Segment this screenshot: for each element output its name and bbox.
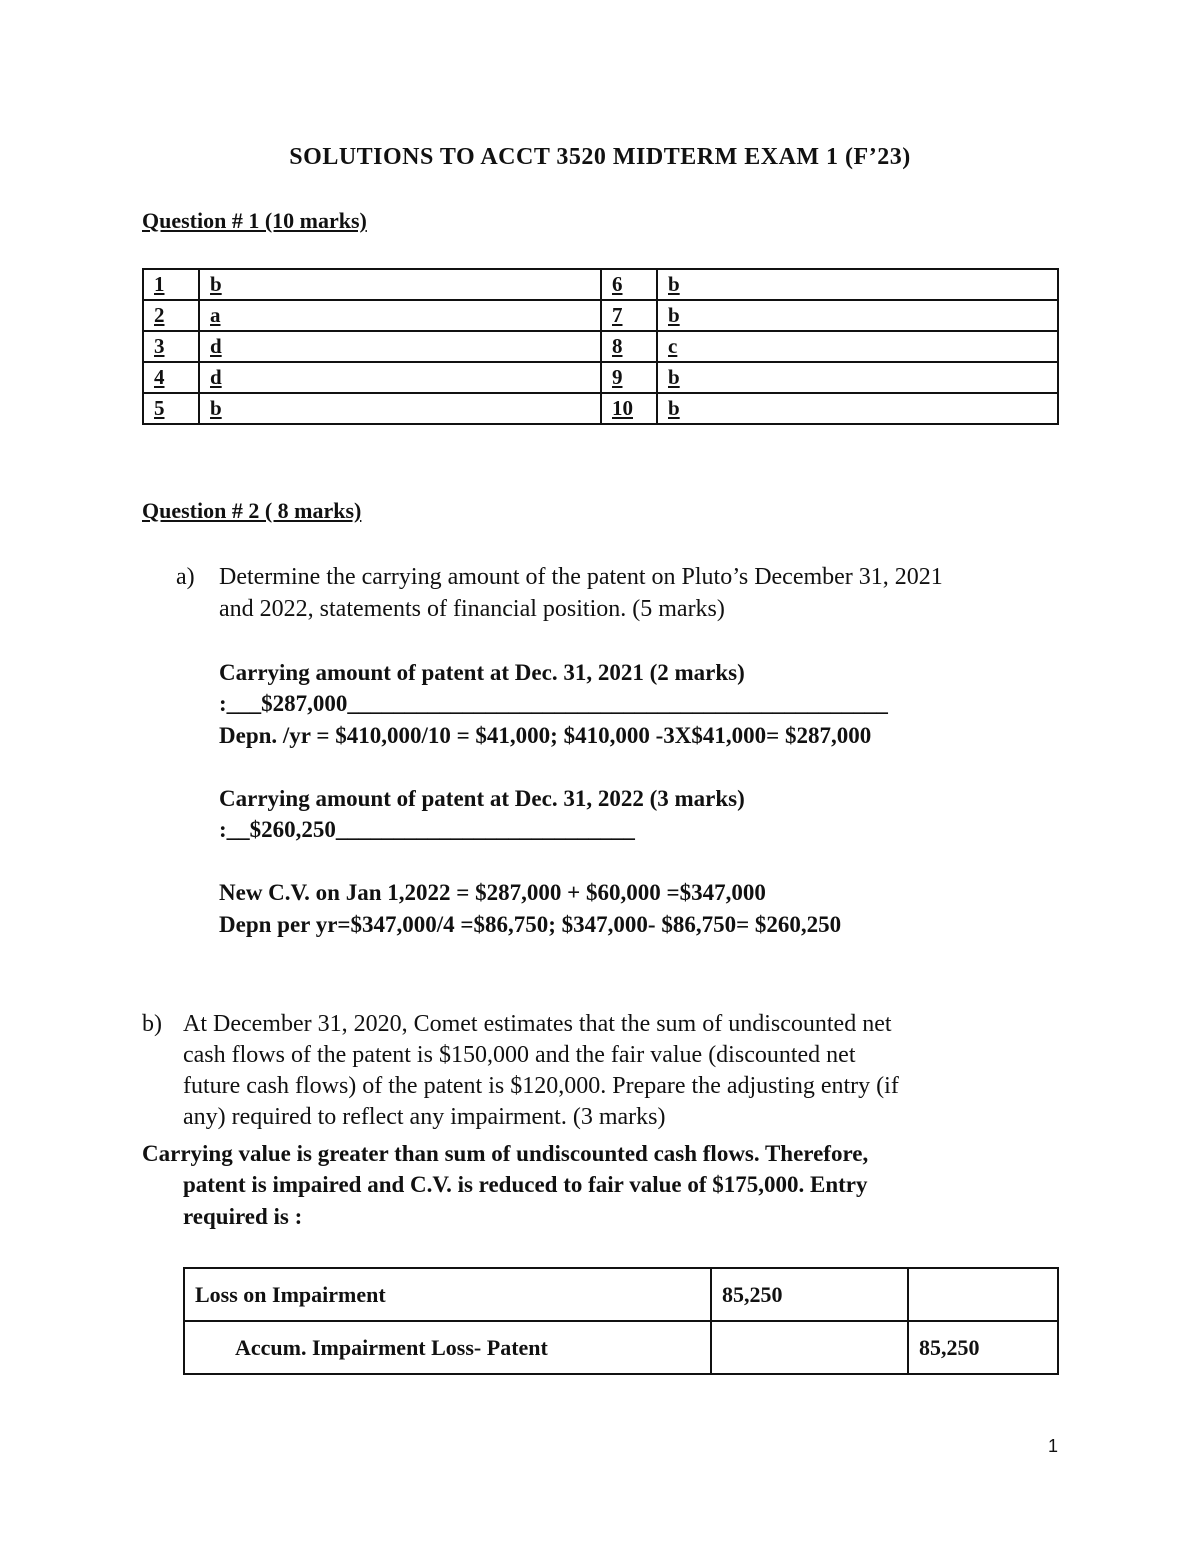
- table-row: [184, 1321, 1058, 1374]
- answer-key-table: [142, 268, 1059, 425]
- question-number: 4: [143, 362, 199, 393]
- answer-letter: b: [657, 269, 1058, 300]
- question-2-heading: Question # 2 ( 8 marks): [142, 498, 362, 523]
- table-row: [184, 1268, 1058, 1321]
- answer-letter: b: [199, 269, 601, 300]
- answer-letter: b: [657, 300, 1058, 331]
- part-b-answer-line: required is :: [183, 1204, 303, 1229]
- answer-letter: d: [199, 331, 601, 362]
- question-number: 1: [143, 269, 199, 300]
- table-row: [143, 331, 1058, 362]
- question-number: 5: [143, 393, 199, 424]
- question-number: 3: [143, 331, 199, 362]
- question-number: 10: [601, 393, 657, 424]
- carrying-amount-2021-label: Carrying amount of patent at Dec. 31, 2021 (2 marks): [219, 660, 745, 685]
- part-a-marker: a): [176, 564, 195, 590]
- part-b-answer-line: patent is impaired and C.V. is reduced to fair value of $175,000. Entry: [183, 1172, 868, 1197]
- new-carrying-value-calc: New C.V. on Jan 1,2022 = $287,000 + $60,000 =$347,000: [219, 880, 766, 905]
- table-row: [143, 362, 1058, 393]
- part-a-question-line: Determine the carrying amount of the patent on Pluto’s December 31, 2021: [219, 564, 943, 590]
- question-number: 6: [601, 269, 657, 300]
- question-number: 7: [601, 300, 657, 331]
- carrying-amount-2022-label: Carrying amount of patent at Dec. 31, 2022 (3 marks): [219, 786, 745, 811]
- answer-letter: b: [657, 362, 1058, 393]
- table-row: [143, 393, 1058, 424]
- answer-letter: d: [199, 362, 601, 393]
- question-number: 9: [601, 362, 657, 393]
- part-b-answer-line: Carrying value is greater than sum of undiscounted cash flows. Therefore,: [142, 1141, 869, 1166]
- part-a-question-line: and 2022, statements of financial position. (5 marks): [219, 596, 725, 622]
- question-number: 2: [143, 300, 199, 331]
- credit-amount: 85,250: [908, 1321, 1058, 1374]
- debit-amount: 85,250: [711, 1268, 908, 1321]
- question-number: 8: [601, 331, 657, 362]
- journal-entry-table: [183, 1267, 1059, 1375]
- answer-letter: c: [657, 331, 1058, 362]
- account-name: Loss on Impairment: [184, 1268, 711, 1321]
- document-title: SOLUTIONS TO ACCT 3520 MIDTERM EXAM 1 (F’23): [289, 144, 911, 170]
- part-b-question-line: any) required to reflect any impairment. (3 marks): [183, 1104, 666, 1130]
- part-b-question-line: future cash flows) of the patent is $120,000. Prepare the adjusting entry (if: [183, 1073, 899, 1099]
- question-1-heading: Question # 1 (10 marks): [142, 208, 367, 233]
- answer-letter: b: [657, 393, 1058, 424]
- answer-letter: b: [199, 393, 601, 424]
- carrying-amount-2021-answer: :___$287,000_______________________________________________: [219, 691, 888, 716]
- account-name: Accum. Impairment Loss- Patent: [184, 1321, 711, 1374]
- part-b-question-line: At December 31, 2020, Comet estimates that the sum of undiscounted net: [183, 1011, 892, 1037]
- answer-letter: a: [199, 300, 601, 331]
- table-row: [143, 300, 1058, 331]
- carrying-amount-2022-answer: :__$260,250__________________________: [219, 817, 635, 842]
- credit-amount: [908, 1268, 1058, 1321]
- part-b-question-line: cash flows of the patent is $150,000 and the fair value (discounted net: [183, 1042, 856, 1068]
- page-number: 1: [1047, 1436, 1058, 1456]
- debit-amount: [711, 1321, 908, 1374]
- depreciation-2022-calc: Depn per yr=$347,000/4 =$86,750; $347,000- $86,750= $260,250: [219, 912, 842, 937]
- part-b-marker: b): [142, 1011, 162, 1037]
- depreciation-2021-calc: Depn. /yr = $410,000/10 = $41,000; $410,000 -3X$41,000= $287,000: [219, 723, 872, 748]
- table-row: [143, 269, 1058, 300]
